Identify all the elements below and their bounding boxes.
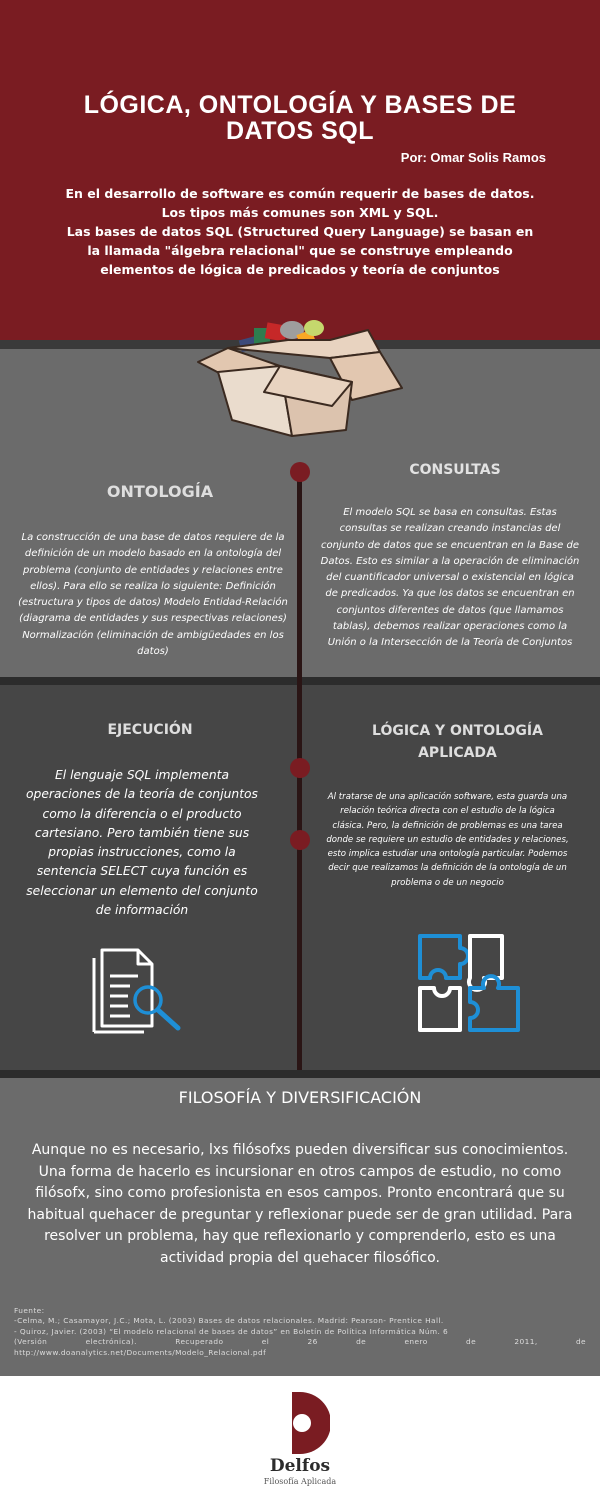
- ejecucion-text: El lenguaje SQL implementa operaciones de la teoría de conjuntos como la diferencia o el producto cartesiano. Pero también tiene sus propias instrucciones, como la sentencia SELECT cuya función es seleccionar un elemento del conjunto de información: [26, 768, 258, 918]
- intro-line: la llamada "álgebra relacional" que se construye empleando: [87, 243, 513, 258]
- consultas-text: El modelo SQL se basa en consultas. Estas consultas se realizan creando instancias del conjunto de datos que se encuentran en la Base de Datos. Esto es similar a la operación de eliminación del cuantificador universal o existencial en lógica de predicados. Ya que los datos se encuentran en conjuntos diferentes de datos (que llamamos tablas), debemos realizar operaciones como la Unión o la Intersección de la Teoría de Conjuntos: [320, 507, 580, 649]
- header-banner: [0, 0, 600, 340]
- filosofia-heading: FILOSOFÍA Y DIVERSIFICACIÓN: [178, 1088, 422, 1107]
- filosofia-text: Aunque no es necesario, lxs filósofxs pueden diversificar sus conocimientos. Una forma de hacerlo es incursionar en otros campos de estudio, no como filósofx, sino como profesionista en esos campos. Pronto encontrará que su habitual quehacer de preguntar y reflexionar puede ser de gran utilidad. Para resolver un problema, hay que reflexionarlo y comprenderlo, esto es una actividad propia del quehacer filosófico.: [27, 1142, 573, 1266]
- source-item: - Quiroz, Javier. (2003) “El modelo relacional de bases de datos” en Boletín de Política Informática Núm. 6: [14, 1326, 449, 1336]
- delfos-logo-icon: [270, 1388, 330, 1458]
- ontologia-heading: ONTOLOGÍA: [106, 482, 214, 501]
- source-item: -Celma, M.; Casamayor, J.C.; Mota, L. (2003) Bases de datos relacionales. Madrid: Pearson- Prentice Hall.: [14, 1316, 444, 1326]
- logica-heading: LÓGICA Y ONTOLOGÍA APLICADA: [372, 723, 543, 761]
- divider-band: [0, 1070, 600, 1078]
- puzzle-icon: [412, 930, 527, 1040]
- author-byline: Por: Omar Solis Ramos: [400, 150, 546, 165]
- intro-line: elementos de lógica de predicados y teoría de conjuntos: [100, 262, 500, 277]
- intro-paragraph: [55, 184, 545, 279]
- ontologia-text: La construcción de una base de datos requiere de la definición de un modelo basado en la ontología del problema (conjunto de entidades y relaciones entre ellos). Para ello se realiza lo siguiente: Definición (estructura y tipos de datos) Modelo Entidad-Relación (diagrama de entidades y sus respectivas relaciones) Normalización (eliminación de ambigüedades en los datos): [18, 532, 288, 658]
- source-item: (Versión electrónica). Recuperado el 26 de enero de 2011, de: [14, 1337, 586, 1347]
- brand-name: Delfos: [269, 1456, 331, 1476]
- timeline-dot: [290, 462, 310, 482]
- source-link[interactable]: http://www.doanalytics.net/Documents/Modelo_Relacional.pdf: [14, 1347, 267, 1357]
- ejecucion-heading: EJECUCIÓN: [107, 722, 193, 738]
- consultas-heading: CONSULTAS: [409, 462, 501, 478]
- sources-label: Fuente:: [14, 1306, 45, 1315]
- intro-line: En el desarrollo de software es común requerir de bases de datos.: [65, 186, 535, 201]
- document-search-icon: [90, 940, 190, 1035]
- timeline-dot: [290, 830, 310, 850]
- page-title: LÓGICA, ONTOLOGÍA Y BASES DE DATOS SQL: [83, 91, 517, 145]
- intro-line: Las bases de datos SQL (Structured Query Language) se basan en: [66, 224, 534, 239]
- box-icon: [180, 300, 420, 450]
- brand-tagline: Filosofía Aplicada: [263, 1477, 337, 1486]
- intro-line: Los tipos más comunes son XML y SQL.: [161, 205, 439, 220]
- sources-block: [14, 1306, 586, 1358]
- logica-text: Al tratarse de una aplicación software, esta guarda una relación teórica directa con el estudio de la lógica clásica. Pero, la definición de problemas es una tarea donde se requiere un estudio de entidades y relaciones, esto implica estudiar una ontología particular. Podemos decir que realizamos la definición de la ontología de un problema o de un negocio: [326, 792, 569, 888]
- timeline-dot: [290, 758, 310, 778]
